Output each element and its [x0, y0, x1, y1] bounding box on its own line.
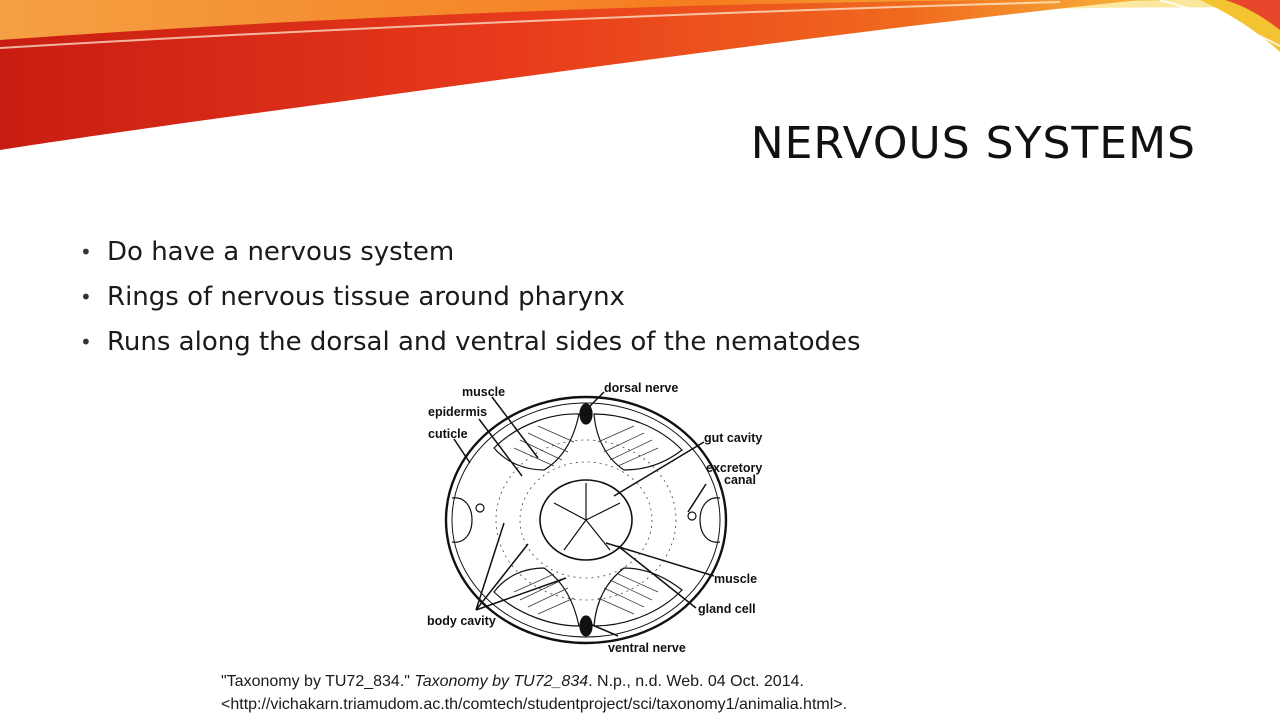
label-gland-cell: gland cell: [698, 602, 756, 616]
lateral-nucleus: [476, 504, 484, 512]
image-citation: [221, 670, 847, 716]
citation-text: "Taxonomy by TU72_834.": [221, 673, 415, 690]
bullet-item: • Do have a nervous system: [80, 230, 861, 275]
ventral-nerve-cord: [580, 616, 592, 636]
muscle-quadrant: [494, 414, 579, 470]
label-ventral-nerve: ventral nerve: [608, 641, 686, 655]
label-gut-cavity: gut cavity: [704, 431, 763, 445]
lateral-cord-right: [700, 498, 720, 543]
slide-title: NERVOUS SYSTEMS: [750, 118, 1196, 169]
label-dorsal-nerve: dorsal nerve: [604, 381, 679, 395]
lateral-cord-left: [452, 498, 472, 543]
label-body-cavity: body cavity: [427, 614, 496, 628]
citation-url: <http://vichakarn.triamudom.ac.th/comtech/studentproject/sci/taxonomy1/animalia.html>.: [221, 696, 848, 713]
label-epidermis: epidermis: [428, 405, 488, 419]
dorsal-nerve-cord: [580, 404, 592, 424]
diagram-svg: [424, 378, 776, 656]
label-cuticle: cuticle: [428, 427, 468, 441]
label-muscle-right: muscle: [714, 572, 758, 586]
bullet-list: [80, 230, 861, 365]
muscle-quadrant: [594, 568, 682, 626]
excretory-canal: [688, 512, 696, 520]
muscle-quadrant: [494, 568, 579, 626]
citation-text: . N.p., n.d. Web. 04 Oct. 2014.: [588, 673, 804, 690]
nematode-cross-section-diagram: [424, 378, 776, 656]
gut-cavity-lumen: [554, 483, 620, 550]
label-canal: canal: [724, 473, 756, 487]
label-muscle-top: muscle: [462, 385, 506, 399]
citation-italic-title: Taxonomy by TU72_834: [414, 673, 589, 690]
bullet-item: • Runs along the dorsal and ventral sides of the nematodes: [80, 320, 861, 365]
bullet-item: • Rings of nervous tissue around pharynx: [80, 275, 861, 320]
citation-line-1: [221, 670, 847, 693]
label-excretory: excretory: [706, 461, 763, 475]
